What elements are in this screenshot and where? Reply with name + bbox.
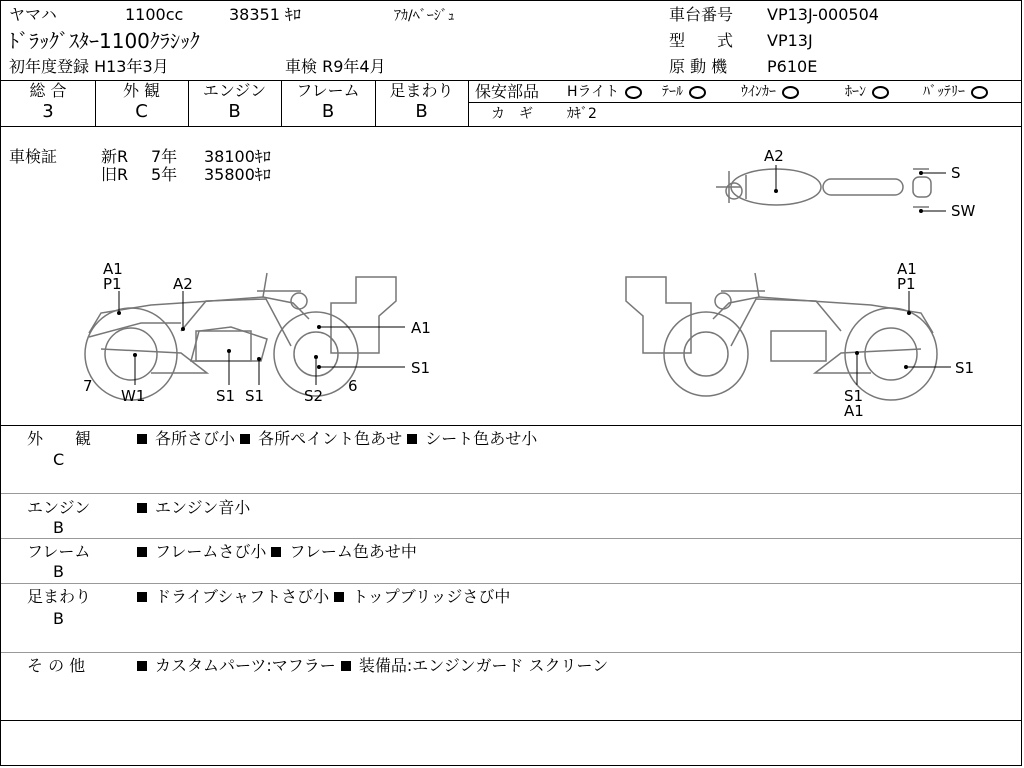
mileage-new-tag: 新R <box>101 147 129 166</box>
label-top-sw: SW <box>951 202 976 220</box>
motorcycle-right-view-icon <box>626 273 937 400</box>
label-left-w1: W1 <box>121 387 146 405</box>
maker: ヤマハ <box>9 5 57 24</box>
label-left-s2: S2 <box>304 387 324 405</box>
ok-circle-icon <box>625 86 642 99</box>
remark-item: シート色あせ小 <box>425 429 538 448</box>
remark-items-frame <box>137 542 417 562</box>
label-top-s: S <box>951 164 961 182</box>
remark-items-other <box>137 656 608 676</box>
safety-item-label: ﾊﾞｯﾃﾘｰ <box>923 84 965 100</box>
divider <box>1 652 1022 653</box>
remark-title-suspension: 足まわり <box>27 587 92 606</box>
bullet-square-icon <box>137 434 147 444</box>
ok-circle-icon <box>782 86 799 99</box>
remark-item: フレームさび小 <box>155 542 267 561</box>
remark-items-exterior <box>137 429 537 449</box>
grade-label: 総 合 <box>29 81 67 100</box>
bullet-square-icon <box>334 592 344 602</box>
safety-title: 保安部品 <box>475 82 540 101</box>
model-label: 型 式 <box>669 31 734 50</box>
bullet-square-icon <box>137 547 147 557</box>
divider <box>1 538 1022 539</box>
grade-label: フレーム <box>296 81 360 100</box>
remark-title-other: そ の 他 <box>27 656 86 675</box>
label-right-p1: P1 <box>897 275 916 293</box>
inspection-date: 車検 R9年4月 <box>285 57 386 76</box>
remark-grade-frame: B <box>53 562 64 581</box>
label-left-s1b: S1 <box>245 387 265 405</box>
remark-items-suspension <box>137 587 510 607</box>
remark-item: 各所さび小 <box>155 429 236 448</box>
remark-item: ドライブシャフトさび小 <box>155 587 330 606</box>
label-left-a1-right: A1 <box>411 319 431 337</box>
remark-item: エンジン音小 <box>155 498 251 517</box>
grade-total <box>1 81 95 125</box>
displacement: 1100cc <box>125 5 184 24</box>
grade-value: B <box>415 101 428 122</box>
model-code: VP13J <box>767 31 813 50</box>
safety-item-label: ﾃｰﾙ <box>662 84 683 100</box>
bullet-square-icon <box>271 547 281 557</box>
label-left-6: 6 <box>348 377 358 395</box>
bullet-square-icon <box>240 434 250 444</box>
divider <box>1 425 1022 426</box>
mileage: 38351 ｷﾛ <box>229 5 301 24</box>
remark-grade-exterior: C <box>53 450 65 469</box>
label-left-p1: P1 <box>103 275 122 293</box>
ok-circle-icon <box>872 86 889 99</box>
label-left-s1-right: S1 <box>411 359 431 377</box>
mileage-old-tag: 旧R <box>101 165 129 184</box>
frame-number-label: 車台番号 <box>669 5 734 24</box>
safety-battery <box>923 83 988 101</box>
mileage-old-km: 35800ｷﾛ <box>204 165 271 184</box>
remark-title-frame: フレーム <box>27 542 91 561</box>
damage-diagram <box>1 127 1022 425</box>
label-left-a2: A2 <box>173 275 193 293</box>
engine-code: P610E <box>767 57 818 76</box>
mileage-new-period: 7年 <box>151 147 178 166</box>
safety-tail <box>662 83 706 101</box>
label-right-s1: S1 <box>955 359 975 377</box>
remark-item: 装備品:エンジンガード スクリーン <box>358 656 609 675</box>
bullet-square-icon <box>137 503 147 513</box>
remark-items-engine <box>137 498 250 518</box>
safety-horn <box>845 83 889 101</box>
grade-value: B <box>228 101 241 122</box>
mileage-old-period: 5年 <box>151 165 178 184</box>
safety-headlight <box>567 83 642 101</box>
grade-suspension <box>375 81 468 125</box>
remark-item: フレーム色あせ中 <box>289 542 417 561</box>
label-left-a1: A1 <box>103 260 123 278</box>
divider <box>1 493 1022 494</box>
safety-winker <box>741 83 799 101</box>
label-right-s1-bottom: S1 <box>844 387 864 405</box>
grade-engine <box>188 81 281 125</box>
remark-title-exterior: 外 観 <box>27 429 92 448</box>
grade-value: C <box>135 101 148 122</box>
divider <box>1 720 1022 721</box>
grade-label: エンジン <box>202 81 267 100</box>
remark-grade-suspension: B <box>53 609 64 628</box>
model-name: ﾄﾞﾗｯｸﾞｽﾀｰ1100ｸﾗｼｯｸ <box>9 29 200 53</box>
color: ｱｶ/ﾍﾞｰｼﾞｭ <box>394 8 455 24</box>
frame-number: VP13J-000504 <box>767 5 879 24</box>
label-left-s1a: S1 <box>216 387 236 405</box>
remark-grade-engine: B <box>53 518 64 537</box>
key-label: カ ギ <box>491 106 533 122</box>
grade-frame <box>281 81 375 125</box>
divider <box>468 80 469 126</box>
remark-title-engine: エンジン <box>27 498 91 517</box>
label-right-a1-bottom: A1 <box>844 402 864 420</box>
grade-label: 外 観 <box>122 81 161 100</box>
grade-label: 足まわり <box>389 81 454 100</box>
safety-item-label: ｳｲﾝｶｰ <box>741 84 776 100</box>
remark-item: カスタムパーツ:マフラー <box>155 656 336 675</box>
grade-value: 3 <box>42 101 54 122</box>
divider <box>468 102 1022 103</box>
mileage-record-label: 車検証 <box>9 147 58 166</box>
label-right-a1: A1 <box>897 260 917 278</box>
bullet-square-icon <box>407 434 417 444</box>
divider <box>1 583 1022 584</box>
grade-value: B <box>321 101 335 122</box>
label-left-7: 7 <box>83 377 93 395</box>
remark-item: トップブリッジさび中 <box>352 587 511 606</box>
first-registration: 初年度登録 H13年3月 <box>9 57 169 76</box>
remark-item: 各所ペイント色あせ <box>258 429 403 448</box>
key-value: ｶｷﾞ2 <box>567 106 597 122</box>
safety-item-label: Hライト <box>567 84 620 100</box>
ok-circle-icon <box>689 86 706 99</box>
motorcycle-top-view-icon <box>716 169 931 207</box>
grade-exterior <box>95 81 188 125</box>
bullet-square-icon <box>341 661 351 671</box>
ok-circle-icon <box>971 86 988 99</box>
engine-label: 原 動 機 <box>669 57 728 76</box>
label-top-a2: A2 <box>764 147 784 165</box>
bullet-square-icon <box>137 592 147 602</box>
mileage-new-km: 38100ｷﾛ <box>204 147 271 166</box>
bullet-square-icon <box>137 661 147 671</box>
safety-item-label: ﾎｰﾝ <box>845 84 866 100</box>
